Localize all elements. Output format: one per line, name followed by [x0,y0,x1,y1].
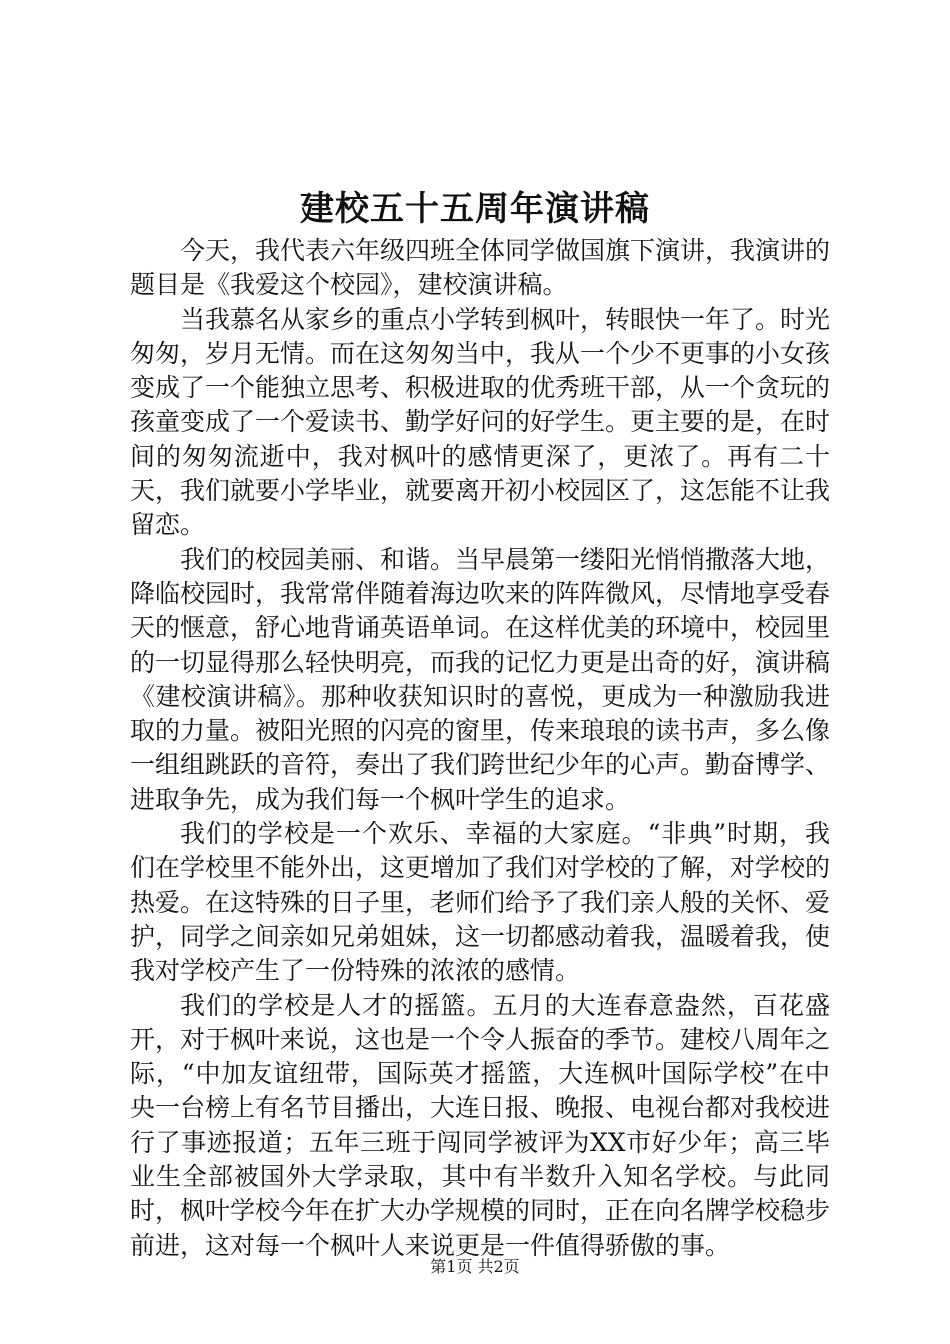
paragraph-5: 我们的学校是人才的摇篮。五月的大连春意盎然，百花盛开，对于枫叶来说，这也是一个令人振奋的季节。建校八周年之际，“中加友谊纽带，国际英才摇篮，大连枫叶国际学校”在中央一台榜上有名节目播出，大连日报、晚报、电视台都对我校进行了事迹报道；五年三班于闯同学被评为XX市好少年；高三毕业生全部被国外大学录取，其中有半数升入知名学校。与此同时，枫叶学校今年在扩大办学规模的同时，正在向名牌学校稳步前进，这对每一个枫叶人来说更是一件值得骄傲的事。 [130,990,831,1260]
page-footer: 第1页 共2页 [430,1257,520,1276]
paragraph-4: 我们的学校是一个欢乐、幸福的大家庭。“非典”时期，我们在学校里不能外出，这更增加了我们对学校的了解，对学校的热爱。在这特殊的日子里，老师们给予了我们亲人般的关怀、爱护，同学之间亲如兄弟姐妹，这一切都感动着我，温暖着我，使我对学校产生了一份特殊的浓浓的感情。 [130,819,831,986]
document-title: 建校五十五周年演讲稿 [300,189,650,229]
paragraph-1: 今天，我代表六年级四班全体同学做国旗下演讲，我演讲的题目是《我爱这个校园》，建校演讲稿。 [130,236,831,300]
paragraph-2: 当我慕名从家乡的重点小学转到枫叶，转眼快一年了。时光匆匆，岁月无情。而在这匆匆当中，我从一个少不更事的小女孩变成了一个能独立思考、积极进取的优秀班干部，从一个贪玩的孩童变成了一个爱读书、勤学好问的好学生。更主要的是，在时间的匆匆流逝中，我对枫叶的感情更深了，更浓了。再有二十天，我们就要小学毕业，就要离开初小校园区了，这怎能不让我留恋。 [130,304,831,540]
document-body [130,234,830,1263]
paragraph-3: 我们的校园美丽、和谐。当早晨第一缕阳光悄悄撒落大地，降临校园时，我常常伴随着海边吹来的阵阵微风，尽情地享受春天的惬意，舒心地背诵英语单词。在这样优美的环境中，校园里的一切显得那么轻快明亮，而我的记忆力更是出奇的好，演讲稿《建校演讲稿》。那种收获知识时的喜悦，更成为一种激励我进取的力量。被阳光照的闪亮的窗里，传来琅琅的读书声，多么像一组组跳跃的音符，奏出了我们跨世纪少年的心声。勤奋博学、进取争先，成为我们每一个枫叶学生的追求。 [130,544,831,814]
